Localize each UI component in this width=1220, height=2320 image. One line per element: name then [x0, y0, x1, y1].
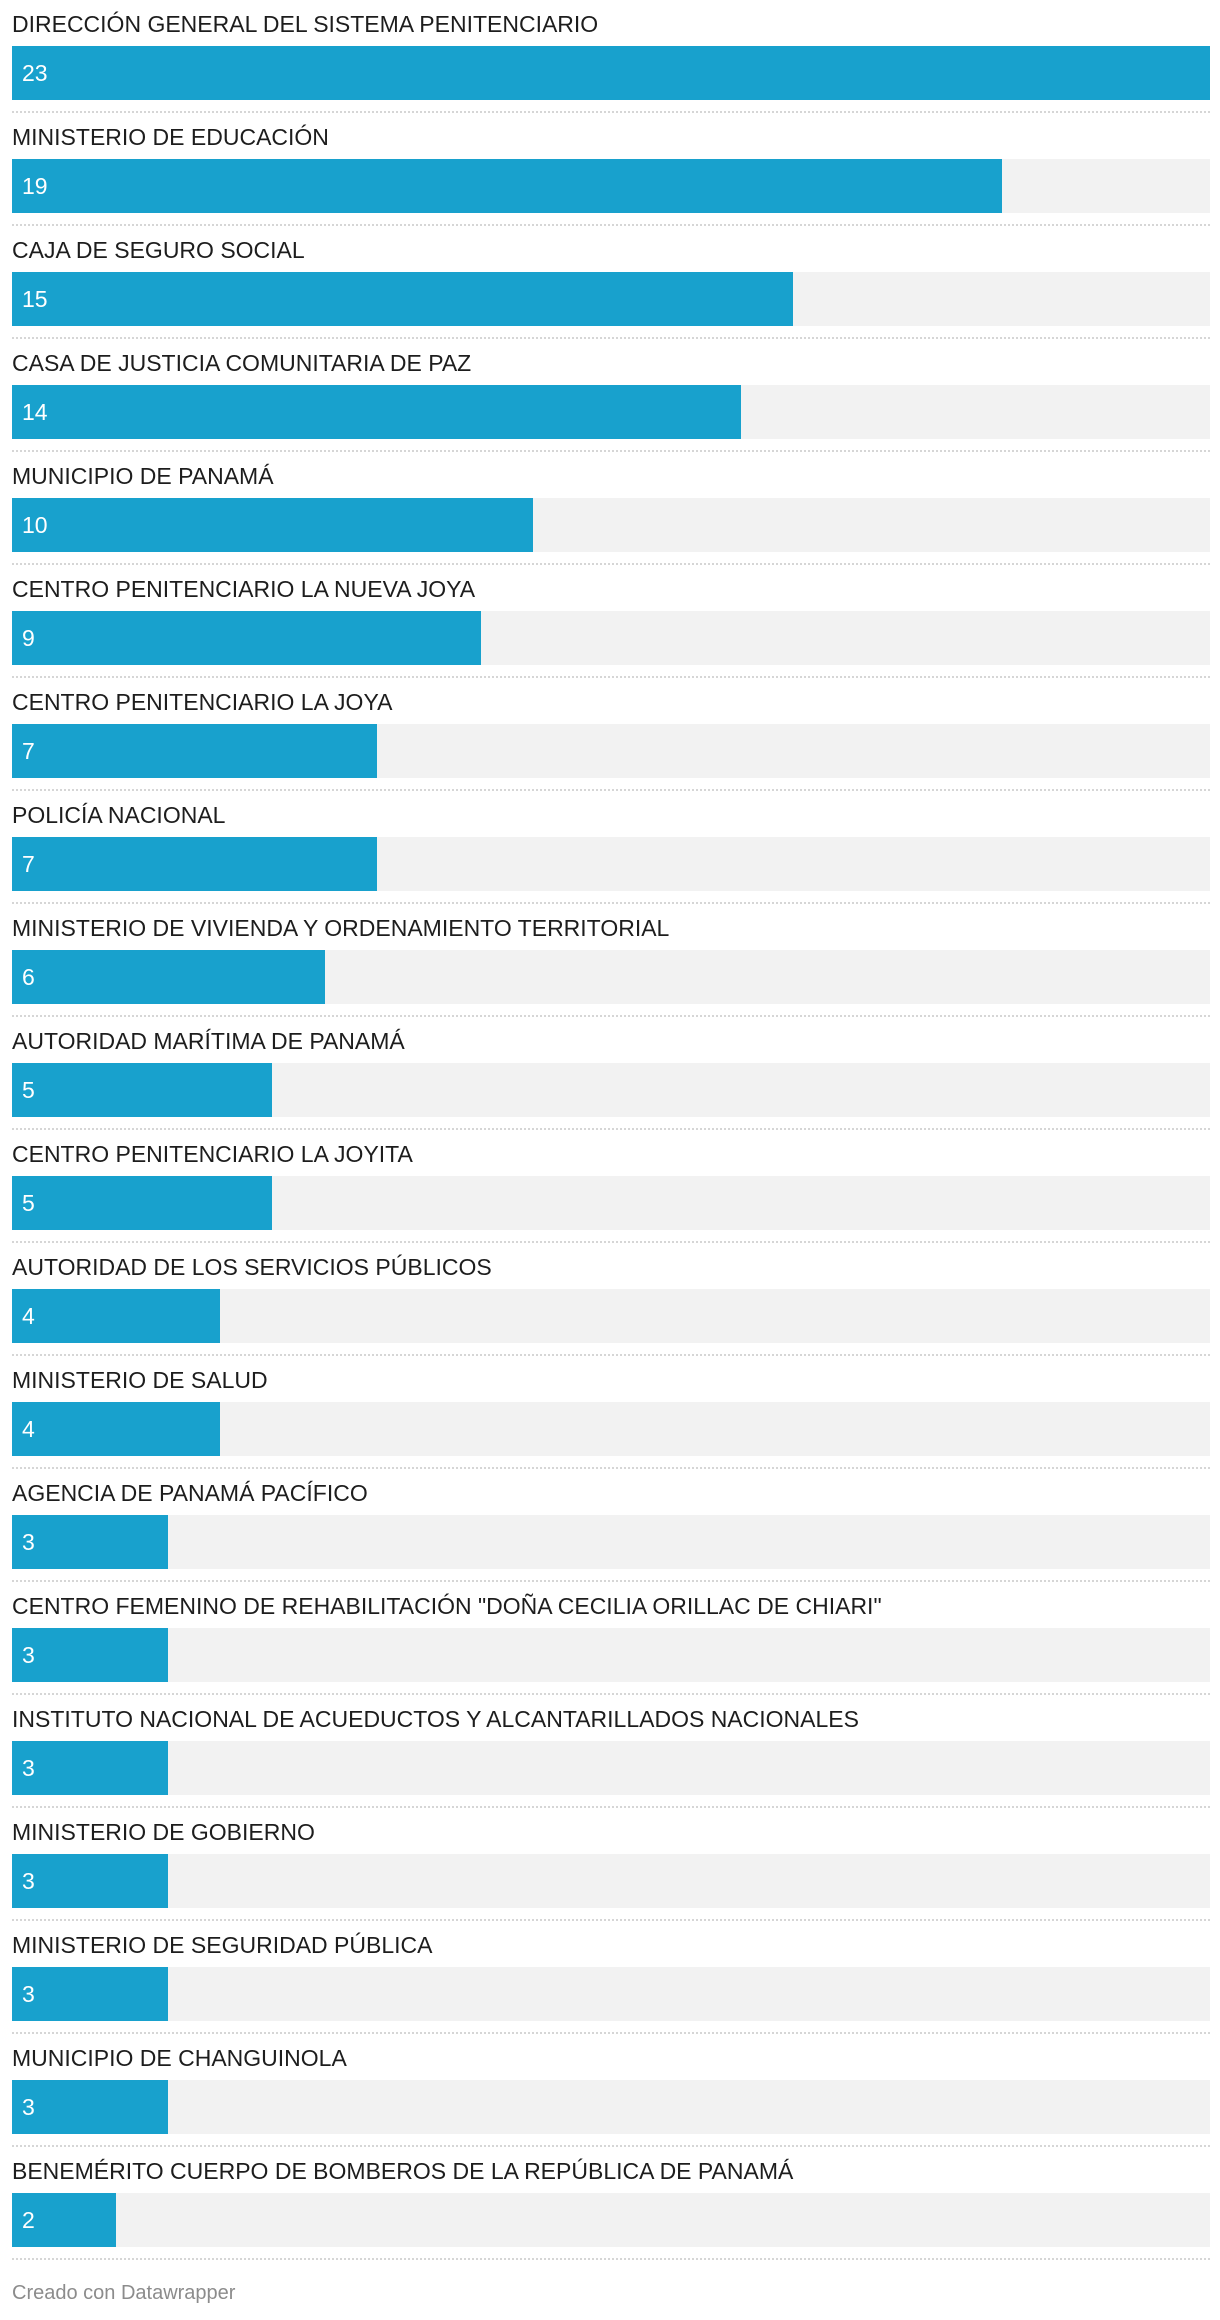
bar-track — [12, 950, 1210, 1004]
bar-label: CENTRO PENITENCIARIO LA JOYA — [12, 689, 393, 715]
bar-track — [12, 2193, 1210, 2247]
bar-track — [12, 2080, 1210, 2134]
bar-label: MUNICIPIO DE CHANGUINOLA — [12, 2045, 347, 2071]
bar-track — [12, 1063, 1210, 1117]
bar-value-label: 7 — [22, 738, 35, 764]
bar-row — [12, 1808, 1210, 1921]
bar-label: MINISTERIO DE SEGURIDAD PÚBLICA — [12, 1932, 433, 1958]
bar-track — [12, 1854, 1210, 1908]
bar-row — [12, 678, 1210, 791]
bar-label: AUTORIDAD MARÍTIMA DE PANAMÁ — [12, 1028, 405, 1054]
bar-row — [12, 1469, 1210, 1582]
bar — [12, 1289, 220, 1343]
bar-track — [12, 46, 1210, 100]
bar-value-label: 3 — [22, 1642, 35, 1668]
bar-label: DIRECCIÓN GENERAL DEL SISTEMA PENITENCIARIO — [12, 11, 599, 37]
bar — [12, 385, 741, 439]
bar-track — [12, 272, 1210, 326]
bar — [12, 1854, 168, 1908]
bar-value-label: 2 — [22, 2207, 35, 2233]
bar-value-label: 9 — [22, 625, 35, 651]
bar-track — [12, 1176, 1210, 1230]
bar-track — [12, 1967, 1210, 2021]
bar-label: CENTRO FEMENINO DE REHABILITACIÓN "DOÑA CECILIA ORILLAC DE CHIARI" — [12, 1593, 882, 1619]
bar-row — [12, 1017, 1210, 1130]
bar-row — [12, 791, 1210, 904]
bar-row — [12, 2147, 1210, 2260]
bar-row — [12, 339, 1210, 452]
bar-label: MINISTERIO DE SALUD — [12, 1367, 268, 1393]
bar-track — [12, 1515, 1210, 1569]
bar-row — [12, 1130, 1210, 1243]
bar — [12, 1741, 168, 1795]
bar-track — [12, 1402, 1210, 1456]
bar — [12, 159, 1002, 213]
bar-label: INSTITUTO NACIONAL DE ACUEDUCTOS Y ALCANTARILLADOS NACIONALES — [12, 1706, 859, 1732]
bar-value-label: 3 — [22, 2094, 35, 2120]
bar-label: MUNICIPIO DE PANAMÁ — [12, 463, 274, 489]
bar-row — [12, 0, 1210, 113]
bar-label: AUTORIDAD DE LOS SERVICIOS PÚBLICOS — [12, 1254, 492, 1280]
bar — [12, 1063, 272, 1117]
bar-label: CAJA DE SEGURO SOCIAL — [12, 237, 305, 263]
bar-value-label: 19 — [22, 173, 48, 199]
bar — [12, 2080, 168, 2134]
bar — [12, 1628, 168, 1682]
bar-track — [12, 159, 1210, 213]
bar — [12, 1402, 220, 1456]
bar — [12, 498, 533, 552]
bar-label: MINISTERIO DE VIVIENDA Y ORDENAMIENTO TERRITORIAL — [12, 915, 670, 941]
bar-value-label: 7 — [22, 851, 35, 877]
bar — [12, 1967, 168, 2021]
bar-value-label: 23 — [22, 60, 48, 86]
bar-label: CASA DE JUSTICIA COMUNITARIA DE PAZ — [12, 350, 472, 376]
bar-track — [12, 1741, 1210, 1795]
bar — [12, 837, 377, 891]
bar-row — [12, 904, 1210, 1017]
bar-row — [12, 1582, 1210, 1695]
bar — [12, 611, 481, 665]
bar — [12, 46, 1210, 100]
bar-row — [12, 1921, 1210, 2034]
bar-row — [12, 452, 1210, 565]
bar-label: CENTRO PENITENCIARIO LA JOYITA — [12, 1141, 413, 1167]
bar-value-label: 5 — [22, 1190, 35, 1216]
bar-track — [12, 837, 1210, 891]
bar-value-label: 5 — [22, 1077, 35, 1103]
bar — [12, 724, 377, 778]
bar-track — [12, 1289, 1210, 1343]
bar-track — [12, 611, 1210, 665]
bar-value-label: 6 — [22, 964, 35, 990]
bar-label: CENTRO PENITENCIARIO LA NUEVA JOYA — [12, 576, 476, 602]
bar-value-label: 10 — [22, 512, 48, 538]
bar-value-label: 3 — [22, 1868, 35, 1894]
bar — [12, 1515, 168, 1569]
bar-row — [12, 226, 1210, 339]
bar-value-label: 15 — [22, 286, 48, 312]
bar-row — [12, 2034, 1210, 2147]
bar-track — [12, 1628, 1210, 1682]
bar-label: POLICÍA NACIONAL — [12, 802, 226, 828]
bar-row — [12, 1695, 1210, 1808]
bar-track — [12, 385, 1210, 439]
bar-label: BENEMÉRITO CUERPO DE BOMBEROS DE LA REPÚBLICA DE PANAMÁ — [12, 2158, 794, 2184]
bar-track — [12, 724, 1210, 778]
bar-value-label: 3 — [22, 1981, 35, 2007]
row-divider — [12, 2258, 1210, 2260]
bar-value-label: 4 — [22, 1303, 35, 1329]
bar-value-label: 14 — [22, 399, 48, 425]
bar-value-label: 4 — [22, 1416, 35, 1442]
bar-value-label: 3 — [22, 1529, 35, 1555]
bar-value-label: 3 — [22, 1755, 35, 1781]
bar-label: MINISTERIO DE GOBIERNO — [12, 1819, 315, 1845]
bar-label: AGENCIA DE PANAMÁ PACÍFICO — [12, 1480, 368, 1506]
bar — [12, 950, 325, 1004]
footer-credit: Creado con Datawrapper — [12, 2282, 236, 2304]
bar-track — [12, 498, 1210, 552]
bar-row — [12, 1243, 1210, 1356]
bar-row — [12, 565, 1210, 678]
bar-row — [12, 113, 1210, 226]
bar — [12, 272, 793, 326]
bar — [12, 1176, 272, 1230]
bar-label: MINISTERIO DE EDUCACIÓN — [12, 124, 329, 150]
bar-row — [12, 1356, 1210, 1469]
